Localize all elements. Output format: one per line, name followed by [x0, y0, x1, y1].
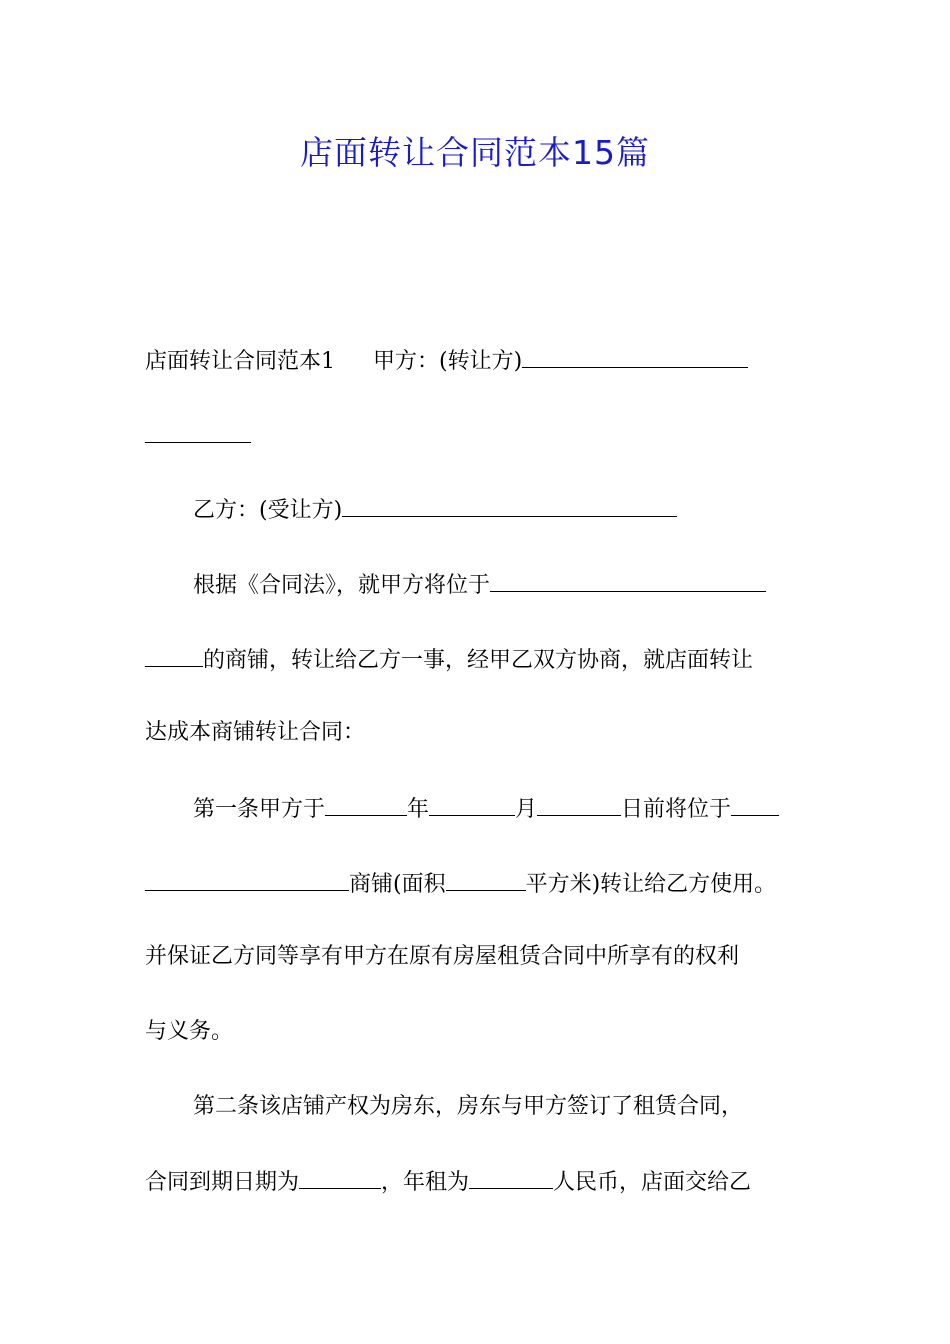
article-2-continuation-line — [145, 1166, 810, 1198]
expiry-label: 合同到期日期为 — [145, 1170, 300, 1195]
month-label: 月 — [515, 797, 538, 822]
rent-currency-text: 人民币，店面交给乙 — [553, 1170, 752, 1195]
party-a-blank-continuation — [145, 420, 810, 452]
location-blank-2 — [145, 644, 203, 667]
contract-heading-line — [145, 345, 810, 377]
party-a-blank — [522, 345, 748, 368]
document-title: 店面转让合同范本15篇 — [300, 133, 650, 172]
party-b-blank — [342, 494, 677, 517]
contract-number-label: 店面转让合同范本1 — [145, 349, 335, 374]
party-b-line — [193, 494, 810, 526]
article-1-text: 第一条甲方于 — [193, 797, 326, 822]
day-blank — [537, 793, 621, 816]
shop-area-label: 商铺(面积 — [349, 872, 446, 897]
preamble-text-3: 达成本商铺转让合同： — [145, 720, 366, 745]
month-blank — [429, 793, 515, 816]
area-unit-text: 平方米)转让给乙方使用。 — [525, 872, 777, 897]
party-a-label: 甲方：(转让方) — [373, 349, 523, 374]
day-location-label: 日前将位于 — [621, 797, 732, 822]
shop-location-blank — [731, 793, 779, 816]
article-1-rights-text: 并保证乙方同等享有甲方在原有房屋租赁合同中所享有的权利 — [145, 944, 740, 969]
year-blank — [325, 793, 407, 816]
article-1-rights-line — [145, 942, 810, 972]
party-b-label: 乙方：(受让方) — [193, 498, 343, 523]
shop-location-blank-2 — [145, 868, 349, 891]
preamble-text: 根据《合同法》，就甲方将位于 — [193, 573, 491, 598]
annual-rent-label: ，年租为 — [381, 1170, 470, 1195]
party-a-blank-2 — [145, 420, 251, 443]
preamble-text-2: 的商铺，转让给乙方一事，经甲乙双方协商，就店面转让 — [203, 648, 754, 673]
article-1-end-line — [145, 1017, 810, 1047]
article-1-continuation-line — [145, 868, 810, 900]
year-label: 年 — [407, 797, 430, 822]
article-1-end-text: 与义务。 — [145, 1019, 234, 1044]
location-blank — [490, 569, 766, 592]
expiry-date-blank — [299, 1166, 381, 1189]
annual-rent-blank — [469, 1166, 553, 1189]
preamble-continuation-line — [145, 644, 810, 676]
article-2-text: 第二条该店铺产权为房东，房东与甲方签订了租赁合同， — [193, 1094, 744, 1119]
preamble-end-line — [145, 718, 810, 748]
area-blank — [446, 868, 526, 891]
article-1-line — [193, 793, 810, 825]
article-2-line — [193, 1092, 810, 1122]
preamble-line — [193, 569, 810, 601]
